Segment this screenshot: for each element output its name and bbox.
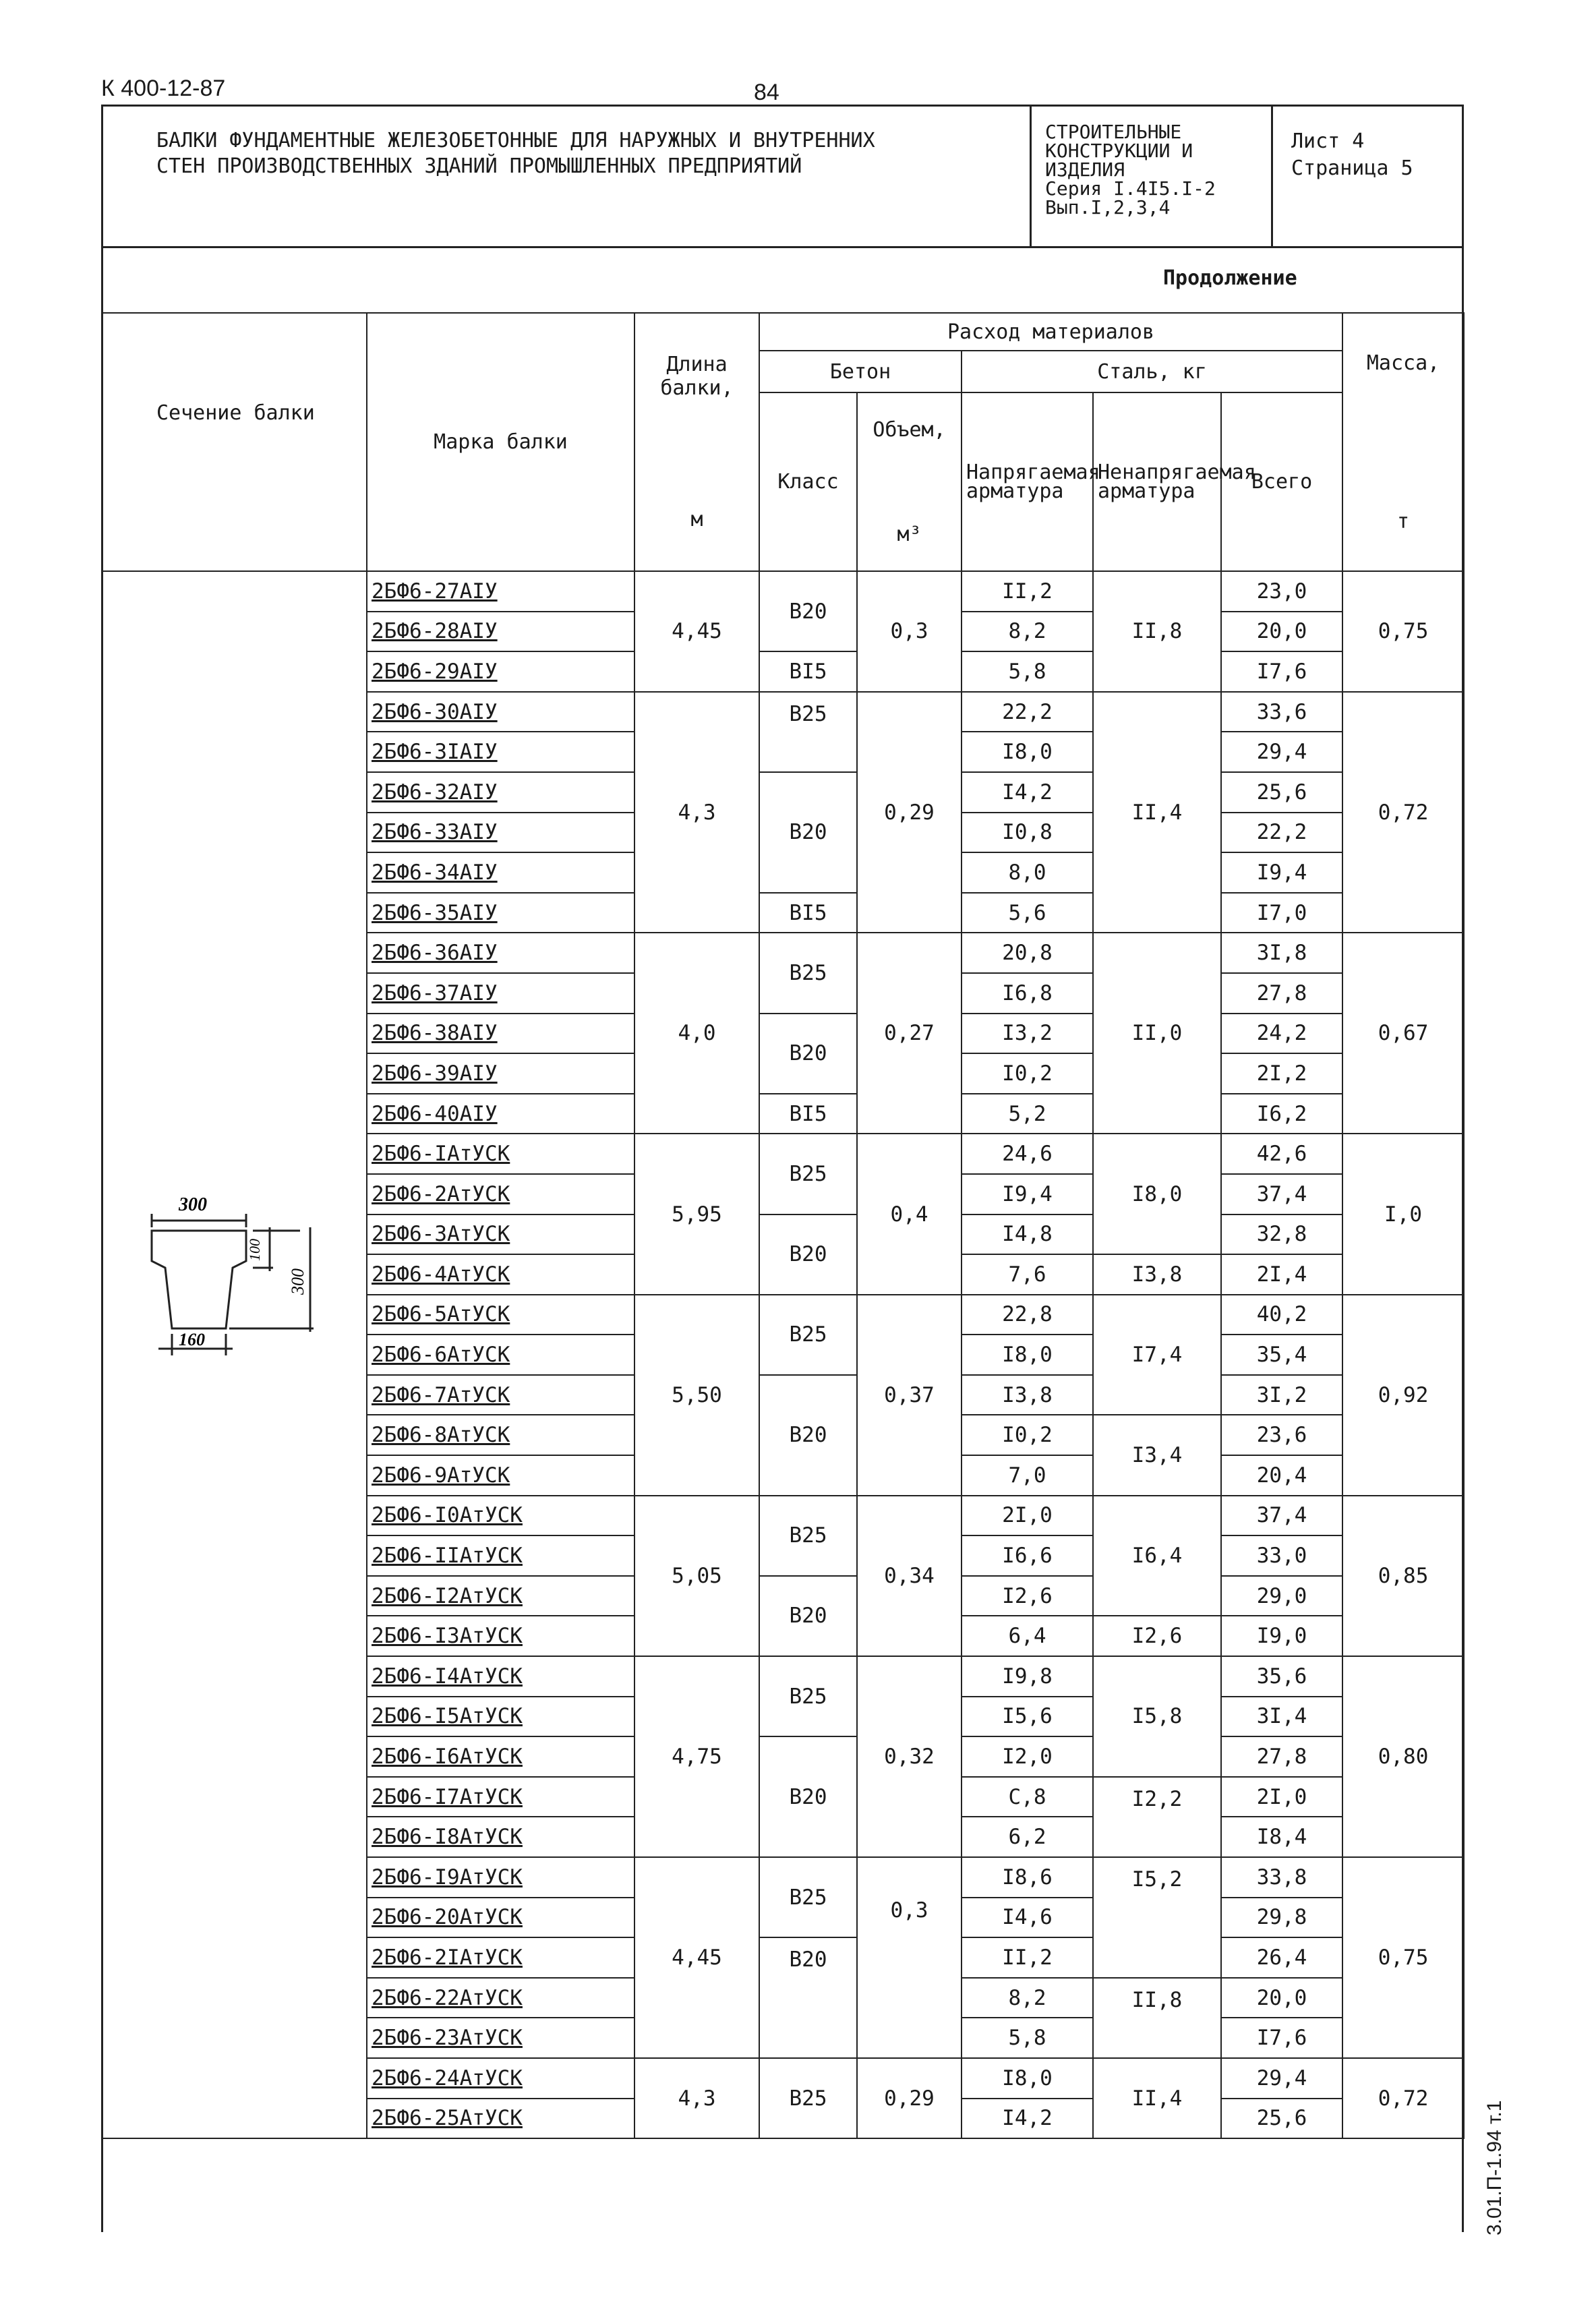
total-steel: I8,4 <box>1221 1817 1342 1857</box>
col-length-unit: м <box>690 508 703 531</box>
col-materials: Расход материалов <box>759 313 1342 351</box>
beam-brand: 2БФ6-20АтУСК <box>367 1898 634 1938</box>
beam-section-drawing <box>138 1180 341 1396</box>
total-steel: 23,0 <box>1221 571 1342 612</box>
nonprestressed-steel: II,4 <box>1093 692 1221 933</box>
prestressed-steel: 22,2 <box>962 692 1093 732</box>
prestressed-steel: I3,8 <box>962 1375 1093 1415</box>
col-brand: Марка балки <box>367 313 634 571</box>
total-steel: 2I,2 <box>1221 1053 1342 1094</box>
beam-brand: 2БФ6-28АIУ <box>367 612 634 652</box>
beam-mass: 0,75 <box>1342 571 1464 692</box>
beam-brand: 2БФ6-34АIУ <box>367 852 634 893</box>
beam-length: 5,50 <box>634 1295 759 1496</box>
total-steel: 20,0 <box>1221 1978 1342 2018</box>
prestressed-steel: I4,6 <box>962 1898 1093 1938</box>
total-steel: 42,6 <box>1221 1134 1342 1174</box>
concrete-class: ВI5 <box>759 1094 857 1134</box>
prestressed-steel: I9,8 <box>962 1656 1093 1697</box>
series-line-3: ИЗДЕЛИЯ <box>1045 158 1125 181</box>
total-steel: 27,8 <box>1221 1736 1342 1777</box>
total-steel: 35,6 <box>1221 1656 1342 1697</box>
total-steel: 25,6 <box>1221 2099 1342 2139</box>
dim-bottom-width: 160 <box>179 1330 205 1349</box>
beam-brand: 2БФ6-6АтУСК <box>367 1335 634 1375</box>
concrete-class: В20 <box>759 571 857 651</box>
total-steel: 3I,4 <box>1221 1697 1342 1737</box>
total-steel: 24,2 <box>1221 1014 1342 1054</box>
concrete-class: В20 <box>759 1375 857 1496</box>
beam-brand: 2БФ6-IАтУСК <box>367 1134 634 1174</box>
beam-brand: 2БФ6-I4АтУСК <box>367 1656 634 1697</box>
total-steel: I7,0 <box>1221 893 1342 933</box>
prestressed-steel: 6,2 <box>962 1817 1093 1857</box>
prestressed-steel: I0,2 <box>962 1415 1093 1455</box>
concrete-class: В20 <box>759 1576 857 1656</box>
nonprestressed-steel: I8,0 <box>1093 1134 1221 1254</box>
beam-mass: 0,80 <box>1342 1656 1464 1857</box>
concrete-class: В20 <box>759 1937 857 2058</box>
beam-brand: 2БФ6-3АтУСК <box>367 1214 634 1255</box>
total-steel: I9,4 <box>1221 852 1342 893</box>
col-steel: Сталь, кг <box>962 351 1342 392</box>
beam-brand: 2БФ6-5АтУСК <box>367 1295 634 1335</box>
beam-brand: 2БФ6-2IАтУСК <box>367 1937 634 1978</box>
concrete-class: В20 <box>759 772 857 893</box>
concrete-class: ВI5 <box>759 651 857 692</box>
col-volume-label: Объем, <box>873 417 946 442</box>
prestressed-steel: 24,6 <box>962 1134 1093 1174</box>
nonprestressed-steel: I2,6 <box>1093 1616 1221 1656</box>
beam-brand: 2БФ6-9АтУСК <box>367 1455 634 1496</box>
prestressed-steel: 8,0 <box>962 852 1093 893</box>
prestressed-steel: I8,0 <box>962 1335 1093 1375</box>
prestressed-steel: I2,0 <box>962 1736 1093 1777</box>
prestressed-steel: 5,6 <box>962 893 1093 933</box>
concrete-volume: 0,29 <box>857 2058 962 2138</box>
beam-brand: 2БФ6-27АIУ <box>367 571 634 612</box>
col-mass-label: Масса, <box>1366 351 1440 375</box>
nonprestressed-steel: I5,2 <box>1093 1857 1221 1978</box>
total-steel: 33,8 <box>1221 1857 1342 1898</box>
total-steel: 29,4 <box>1221 732 1342 772</box>
prestressed-steel: I4,2 <box>962 2099 1093 2139</box>
prestressed-steel: I2,6 <box>962 1576 1093 1616</box>
beam-length: 4,45 <box>634 1857 759 2058</box>
col-class: Класс <box>759 392 857 571</box>
beam-brand: 2БФ6-25АтУСК <box>367 2099 634 2139</box>
beam-brand: 2БФ6-IIАтУСК <box>367 1535 634 1576</box>
prestressed-steel: I4,8 <box>962 1214 1093 1255</box>
beam-brand: 2БФ6-2АтУСК <box>367 1174 634 1214</box>
prestressed-steel: С,8 <box>962 1777 1093 1817</box>
total-steel: 20,4 <box>1221 1455 1342 1496</box>
beam-length: 4,3 <box>634 692 759 933</box>
beam-brand: 2БФ6-7АтУСК <box>367 1375 634 1415</box>
total-steel: 29,4 <box>1221 2058 1342 2099</box>
beam-brand: 2БФ6-37АIУ <box>367 973 634 1014</box>
total-steel: 2I,4 <box>1221 1254 1342 1295</box>
concrete-class: В25 <box>759 2058 857 2138</box>
prestressed-steel: 8,2 <box>962 1978 1093 2018</box>
nonprestressed-steel: II,0 <box>1093 933 1221 1134</box>
total-steel: 29,0 <box>1221 1576 1342 1616</box>
total-steel: I7,6 <box>1221 651 1342 692</box>
beam-length: 4,3 <box>634 2058 759 2138</box>
prestressed-steel: I6,6 <box>962 1535 1093 1576</box>
prestressed-steel: II,2 <box>962 571 1093 612</box>
total-steel: 23,6 <box>1221 1415 1342 1455</box>
total-steel: I6,2 <box>1221 1094 1342 1134</box>
series-line-5: Вып.I,2,3,4 <box>1045 196 1171 218</box>
beam-length: 4,45 <box>634 571 759 692</box>
beam-brand: 2БФ6-I0АтУСК <box>367 1496 634 1536</box>
col-concrete: Бетон <box>759 351 962 392</box>
nonprestressed-steel: I5,8 <box>1093 1656 1221 1777</box>
concrete-volume: 0,3 <box>857 571 962 692</box>
col-volume-unit: м³ <box>897 522 922 546</box>
concrete-class: В20 <box>759 1014 857 1094</box>
nonprestressed-steel: II,8 <box>1093 571 1221 692</box>
sheet-page: Страница 5 <box>1291 156 1413 180</box>
concrete-volume: 0,4 <box>857 1134 962 1294</box>
beam-brand: 2БФ6-8АтУСК <box>367 1415 634 1455</box>
concrete-class: В25 <box>759 933 857 1013</box>
total-steel: I9,0 <box>1221 1616 1342 1656</box>
concrete-class: В25 <box>759 1496 857 1576</box>
total-steel: 37,4 <box>1221 1496 1342 1536</box>
nonprestressed-steel: I6,4 <box>1093 1496 1221 1616</box>
beam-brand: 2БФ6-38АIУ <box>367 1014 634 1054</box>
concrete-class: В25 <box>759 1134 857 1214</box>
document-code: К 400-12-87 <box>101 76 226 101</box>
concrete-volume: 0,29 <box>857 692 962 933</box>
total-steel: 33,6 <box>1221 692 1342 732</box>
beam-brand: 2БФ6-I8АтУСК <box>367 1817 634 1857</box>
series-block <box>1045 123 1261 217</box>
concrete-volume: 0,27 <box>857 933 962 1134</box>
beam-brand: 2БФ6-I7АтУСК <box>367 1777 634 1817</box>
sheet-number: Лист 4 <box>1291 129 1365 153</box>
total-steel: 3I,2 <box>1221 1375 1342 1415</box>
table-row <box>102 571 1464 612</box>
beam-brand: 2БФ6-24АтУСК <box>367 2058 634 2099</box>
total-steel: 22,2 <box>1221 813 1342 853</box>
total-steel: 2I,0 <box>1221 1777 1342 1817</box>
concrete-class: В25 <box>759 1295 857 1375</box>
prestressed-steel: I8,0 <box>962 732 1093 772</box>
col-volume <box>857 392 962 571</box>
page-number: 84 <box>754 80 779 105</box>
prestressed-steel: 7,6 <box>962 1254 1093 1295</box>
total-steel: 35,4 <box>1221 1335 1342 1375</box>
beam-mass: 0,67 <box>1342 933 1464 1134</box>
nonprestressed-steel: I3,8 <box>1093 1254 1221 1295</box>
total-steel: 33,0 <box>1221 1535 1342 1576</box>
beam-brand: 2БФ6-23АтУСК <box>367 2018 634 2058</box>
nonprestressed-steel: I7,4 <box>1093 1295 1221 1415</box>
beam-brand: 2БФ6-32АIУ <box>367 772 634 813</box>
total-steel: 29,8 <box>1221 1898 1342 1938</box>
beam-brand: 2БФ6-36АIУ <box>367 933 634 973</box>
prestressed-steel: 22,8 <box>962 1295 1093 1335</box>
beam-brand: 2БФ6-4АтУСК <box>367 1254 634 1295</box>
beam-length: 4,0 <box>634 933 759 1134</box>
beam-brand: 2БФ6-I2АтУСК <box>367 1576 634 1616</box>
beam-length: 5,95 <box>634 1134 759 1294</box>
concrete-volume: 0,32 <box>857 1656 962 1857</box>
prestressed-steel: 8,2 <box>962 612 1093 652</box>
document-title <box>156 128 1013 179</box>
prestressed-steel: 20,8 <box>962 933 1093 973</box>
total-steel: 32,8 <box>1221 1214 1342 1255</box>
total-steel: 20,0 <box>1221 612 1342 652</box>
concrete-volume: 0,3 <box>857 1857 962 2058</box>
dim-height: 300 <box>288 1268 307 1295</box>
concrete-class: В20 <box>759 1214 857 1295</box>
side-code: 3.01.П-1.94 т.1 <box>1483 2100 1506 2235</box>
beam-brand: 2БФ6-29АIУ <box>367 651 634 692</box>
continuation-label: Продолжение <box>1163 266 1297 290</box>
beam-mass: I,0 <box>1342 1134 1464 1294</box>
beam-mass: 0,72 <box>1342 2058 1464 2138</box>
series-line-4: Серия I.4I5.I-2 <box>1045 177 1216 200</box>
prestressed-steel: 6,4 <box>962 1616 1093 1656</box>
beam-brand: 2БФ6-33АIУ <box>367 813 634 853</box>
total-steel: I7,6 <box>1221 2018 1342 2058</box>
prestressed-steel: 2I,0 <box>962 1496 1093 1536</box>
concrete-volume: 0,37 <box>857 1295 962 1496</box>
beam-brand: 2БФ6-I9АтУСК <box>367 1857 634 1898</box>
prestressed-steel: 5,8 <box>962 2018 1093 2058</box>
col-nonprestressed: Ненапрягаемая арматура <box>1093 392 1221 571</box>
beam-brand: 2БФ6-I5АтУСК <box>367 1697 634 1737</box>
col-prestressed: Напрягаемая арматура <box>962 392 1093 571</box>
prestressed-steel: I4,2 <box>962 772 1093 813</box>
prestressed-steel: 7,0 <box>962 1455 1093 1496</box>
col-length <box>634 313 759 571</box>
prestressed-steel: I5,6 <box>962 1697 1093 1737</box>
beam-brand: 2БФ6-39АIУ <box>367 1053 634 1094</box>
nonprestressed-steel: I3,4 <box>1093 1415 1221 1495</box>
title-line-2: СТЕН ПРОИЗВОДСТВЕННЫХ ЗДАНИЙ ПРОМЫШЛЕННЫХ ПРЕДПРИЯТИЙ <box>156 154 802 178</box>
title-line-1: БАЛКИ ФУНДАМЕНТНЫЕ ЖЕЛЕЗОБЕТОННЫЕ ДЛЯ НАРУЖНЫХ И ВНУТРЕННИХ <box>156 129 875 152</box>
beam-length: 5,05 <box>634 1496 759 1656</box>
series-line-2: КОНСТРУКЦИИ И <box>1045 140 1193 162</box>
col-mass <box>1342 313 1464 571</box>
beam-brand: 2БФ6-I6АтУСК <box>367 1736 634 1777</box>
prestressed-steel: I8,6 <box>962 1857 1093 1898</box>
beam-brand: 2БФ6-30АIУ <box>367 692 634 732</box>
prestressed-steel: 5,8 <box>962 651 1093 692</box>
sheet-block <box>1291 128 1446 182</box>
beam-mass: 0,85 <box>1342 1496 1464 1656</box>
series-line-1: СТРОИТЕЛЬНЫЕ <box>1045 121 1182 143</box>
beam-mass: 0,92 <box>1342 1295 1464 1496</box>
concrete-class: В25 <box>759 1656 857 1736</box>
concrete-volume: 0,34 <box>857 1496 962 1656</box>
col-section: Сечение балки <box>102 313 367 571</box>
nonprestressed-steel: I2,2 <box>1093 1777 1221 1857</box>
prestressed-steel: 5,2 <box>962 1094 1093 1134</box>
total-steel: 37,4 <box>1221 1174 1342 1214</box>
beam-brand: 2БФ6-40АIУ <box>367 1094 634 1134</box>
prestressed-steel: I0,8 <box>962 813 1093 853</box>
beam-brand: 2БФ6-I3АтУСК <box>367 1616 634 1656</box>
concrete-class: В25 <box>759 1857 857 1937</box>
concrete-class: ВI5 <box>759 893 857 933</box>
dim-flange: 100 <box>246 1239 263 1261</box>
col-length-label: Длина балки, <box>660 353 734 400</box>
concrete-class: В25 <box>759 692 857 772</box>
total-steel: 26,4 <box>1221 1937 1342 1978</box>
nonprestressed-steel: II,4 <box>1093 2058 1221 2138</box>
total-steel: 3I,8 <box>1221 933 1342 973</box>
beam-length: 4,75 <box>634 1656 759 1857</box>
col-total: Всего <box>1221 392 1342 571</box>
beam-brand: 2БФ6-22АтУСК <box>367 1978 634 2018</box>
beam-mass: 0,75 <box>1342 1857 1464 2058</box>
concrete-class: В20 <box>759 1736 857 1857</box>
prestressed-steel: II,2 <box>962 1937 1093 1978</box>
prestressed-steel: I3,2 <box>962 1014 1093 1054</box>
prestressed-steel: I6,8 <box>962 973 1093 1014</box>
nonprestressed-steel: II,8 <box>1093 1978 1221 2058</box>
beam-brand: 2БФ6-3IАIУ <box>367 732 634 772</box>
col-mass-unit: т <box>1397 509 1410 533</box>
beam-brand: 2БФ6-35АIУ <box>367 893 634 933</box>
beam-mass: 0,72 <box>1342 692 1464 933</box>
total-steel: 27,8 <box>1221 973 1342 1014</box>
dim-top-width: 300 <box>179 1194 207 1215</box>
prestressed-steel: I9,4 <box>962 1174 1093 1214</box>
total-steel: 40,2 <box>1221 1295 1342 1335</box>
prestressed-steel: I0,2 <box>962 1053 1093 1094</box>
total-steel: 25,6 <box>1221 772 1342 813</box>
prestressed-steel: I8,0 <box>962 2058 1093 2099</box>
